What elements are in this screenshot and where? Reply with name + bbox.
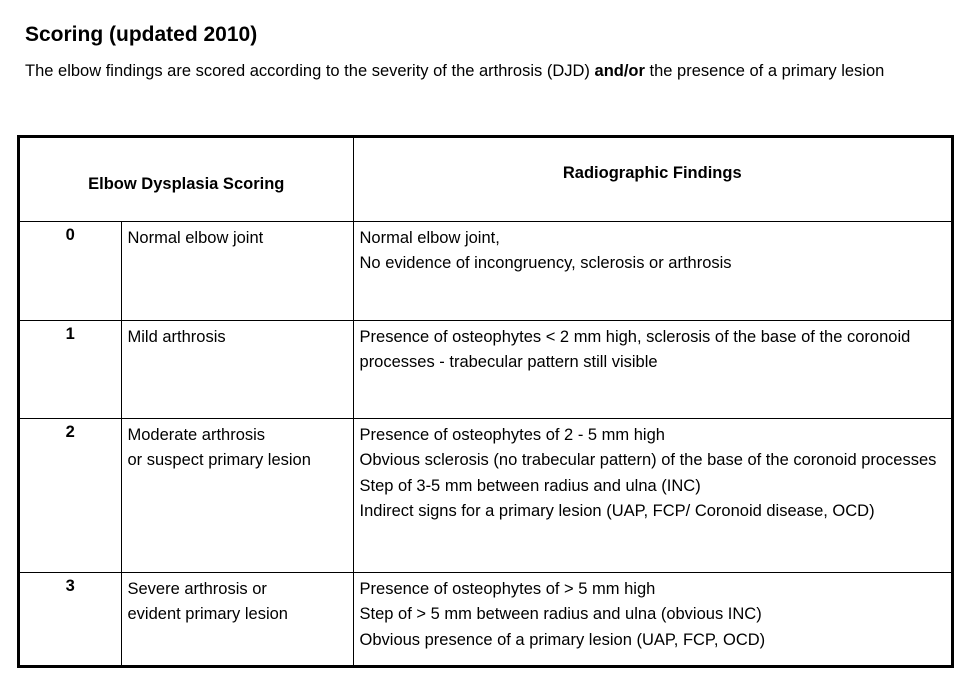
column-header-scoring: Elbow Dysplasia Scoring [20,138,353,221]
scoring-table [20,138,951,665]
finding-line: Normal elbow joint, [359,228,500,247]
intro-text-part1: The elbow findings are scored according to the severity of the arthrosis (DJD) [25,62,595,80]
intro-emphasis: and/or [594,62,645,80]
finding-line: No evidence of incongruency, sclerosis or arthrosis [359,254,732,272]
grade-line: Moderate arthrosis [127,425,266,444]
findings-cell [353,221,951,320]
grade-line: Mild arthrosis [127,327,226,346]
table-row [20,572,951,665]
finding-line: Presence of osteophytes of > 5 mm high [359,579,656,598]
table-row [20,221,951,320]
grade-line: Normal elbow joint [127,228,264,247]
grade-line: evident primary lesion [127,605,288,623]
scoring-table-frame [17,135,954,668]
table-row [20,320,951,418]
grade-cell [121,572,353,665]
finding-line: Indirect signs for a primary lesion (UAP, FCP/ Coronoid disease, OCD) [359,502,875,520]
finding-line: Obvious sclerosis (no trabecular pattern) of the base of the coronoid processes [359,451,937,469]
page-title: Scoring (updated 2010) [25,23,258,46]
intro-text-part2: the presence of a primary lesion [644,62,885,80]
table-row [20,418,951,572]
grade-line: Severe arthrosis or [127,579,267,598]
finding-line: Presence of osteophytes < 2 mm high, sclerosis of the base of the coronoid processes - trabecular pattern still visible [359,327,911,371]
finding-line: Presence of osteophytes of 2 - 5 mm high [359,425,665,444]
score-cell: 2 [20,418,121,572]
grade-cell [121,221,353,320]
intro-paragraph [25,59,905,84]
score-cell: 0 [20,221,121,320]
finding-line: Step of 3-5 mm between radius and ulna (INC) [359,476,701,495]
findings-cell [353,418,951,572]
table-header-row [20,138,951,221]
grade-cell [121,418,353,572]
column-header-findings: Radiographic Findings [353,138,951,221]
findings-cell [353,320,951,418]
score-cell: 1 [20,320,121,418]
grade-cell [121,320,353,418]
score-cell: 3 [20,572,121,665]
grade-line: or suspect primary lesion [127,451,311,469]
findings-cell [353,572,951,665]
finding-line: Obvious presence of a primary lesion (UAP, FCP, OCD) [359,630,766,649]
finding-line: Step of > 5 mm between radius and ulna (obvious INC) [359,605,762,623]
